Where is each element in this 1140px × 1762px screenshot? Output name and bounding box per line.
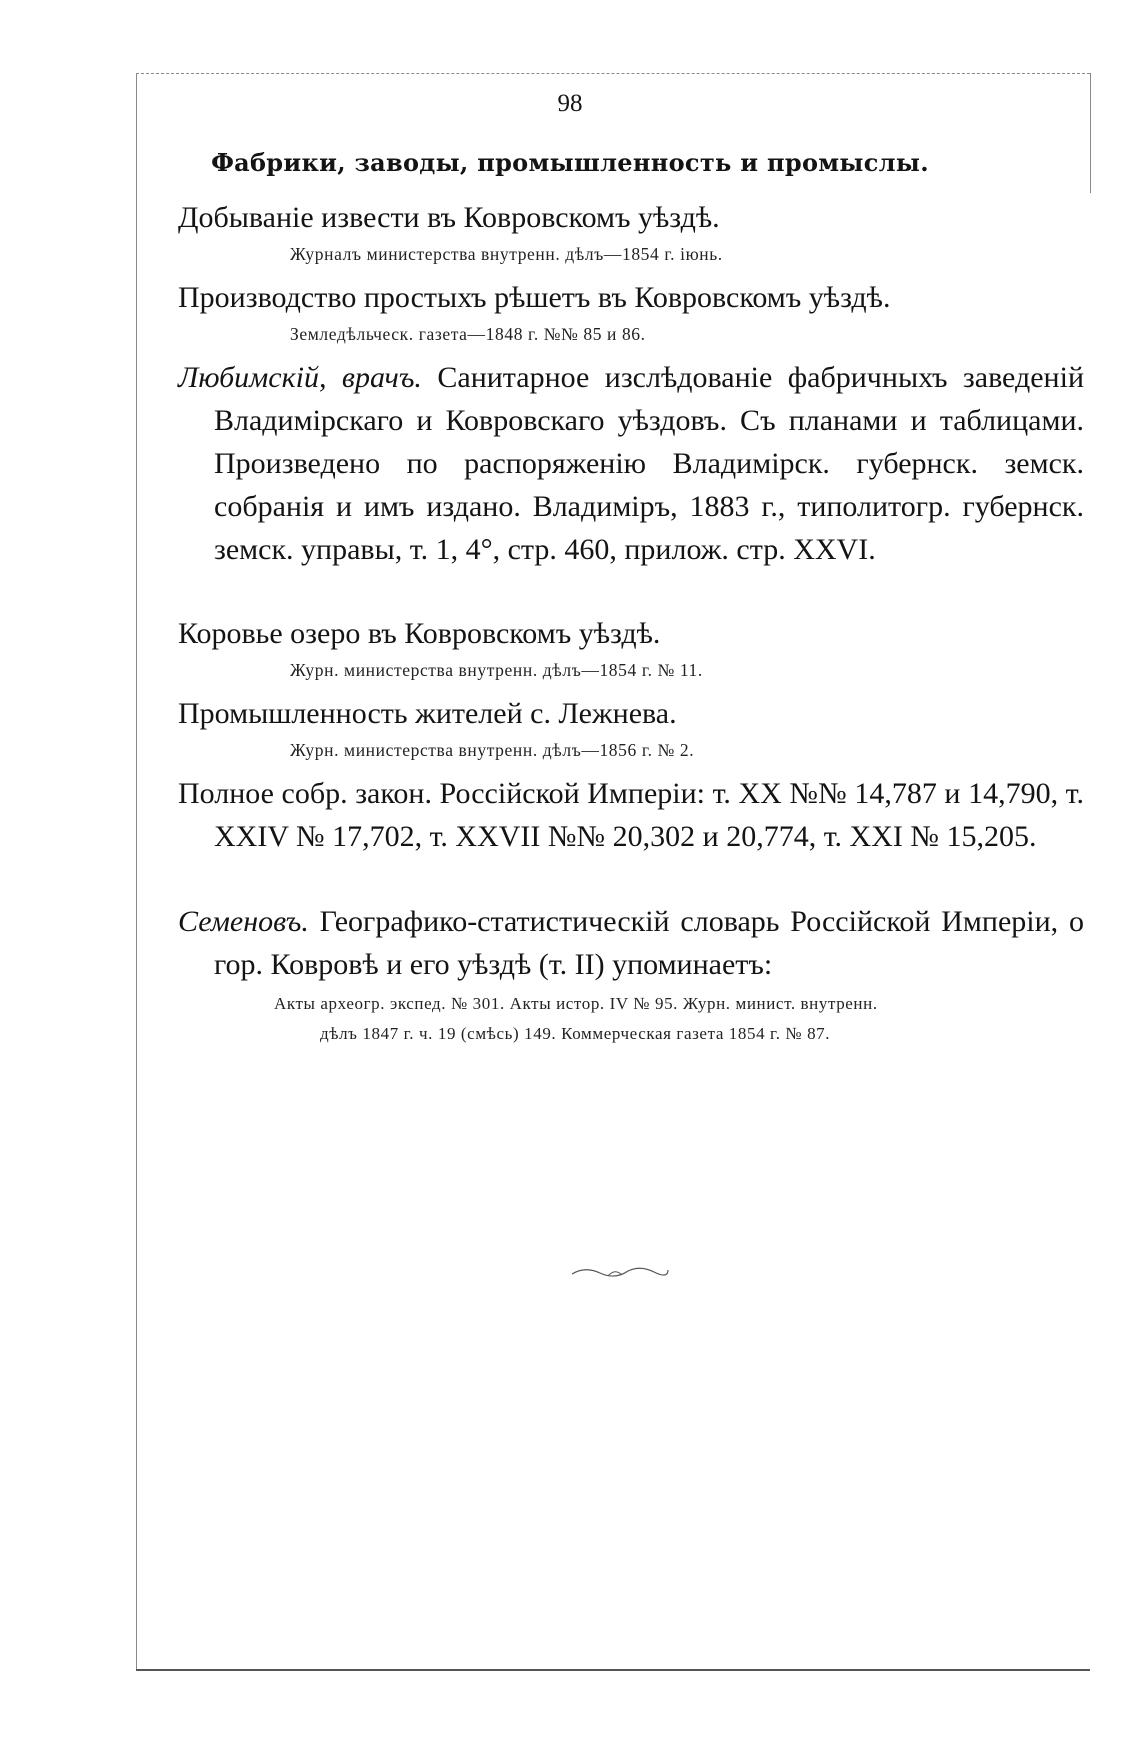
entry-title: Производство простыхъ рѣшетъ въ Ковровскомъ уѣздѣ. [178,281,891,314]
entry-source: Акты археогр. экспед. № 301. Акты истор. IV № 95. Журн. минист. внутренн. [274,994,878,1013]
entry-author: Семеновъ. [178,905,309,938]
page-frame-left-rule [136,73,137,1669]
entry-source: Журн. министерства внутренн. дѣлъ—1854 г. № 11. [290,660,703,680]
entry-text: Санитарное изслѣдованіе фабричныхъ заведеній Владимірскаго и Ковровскаго уѣздовъ. Съ планами и таблицами. Произведено по распоряженію Владимірск. губернск. земск. собранія и имъ издано. Владиміръ, 1883 г., типолитогр. губернск. земск. управы, т. 1, 4°, стр. 460, прилож. стр. XXVI. [214,361,1084,566]
entry-title: Промышленность жителей с. Лежнева. [178,697,677,730]
entry-text: Географико-статистическій словарь Россійской Имперіи, о гор. Ковровѣ и его уѣздѣ (т. II) упоминаетъ: [214,905,1084,981]
bibliography-entry [178,356,1084,571]
entry-title: Добываніе извести въ Ковровскомъ уѣздѣ. [178,201,720,234]
entry-source: Земледѣльческ. газета—1848 г. №№ 85 и 86. [290,324,646,344]
page-frame-right-rule [1090,73,1091,193]
entry-text: Полное собр. закон. Россійской Имперіи: т. XX №№ 14,787 и 14,790, т. XXIV № 17,702, т. XXVII №№ 20,302 и 20,774, т. XXI № 15,205. [178,777,1084,853]
bibliography-entry [178,900,1084,986]
entry-title: Коровье озеро въ Ковровскомъ уѣздѣ. [178,617,661,650]
entry-source: Журн. министерства внутренн. дѣлъ—1856 г. № 2. [290,740,695,760]
page-frame-bottom-rule [136,1669,1090,1671]
page-number: 98 [557,90,583,117]
section-heading: Фабрики, заводы, промышленность и промыслы. [211,148,929,177]
entry-source: дѣлъ 1847 г. ч. 19 (смѣсь) 149. Коммерческая газета 1854 г. № 87. [320,1024,831,1043]
decorative-flourish-icon [570,1262,670,1282]
entry-source: Журналъ министерства внутренн. дѣлъ—1854 г. іюнь. [290,244,723,264]
page-frame-top-rule [136,73,1090,74]
entry-author: Любимскій, врачъ. [178,361,422,394]
